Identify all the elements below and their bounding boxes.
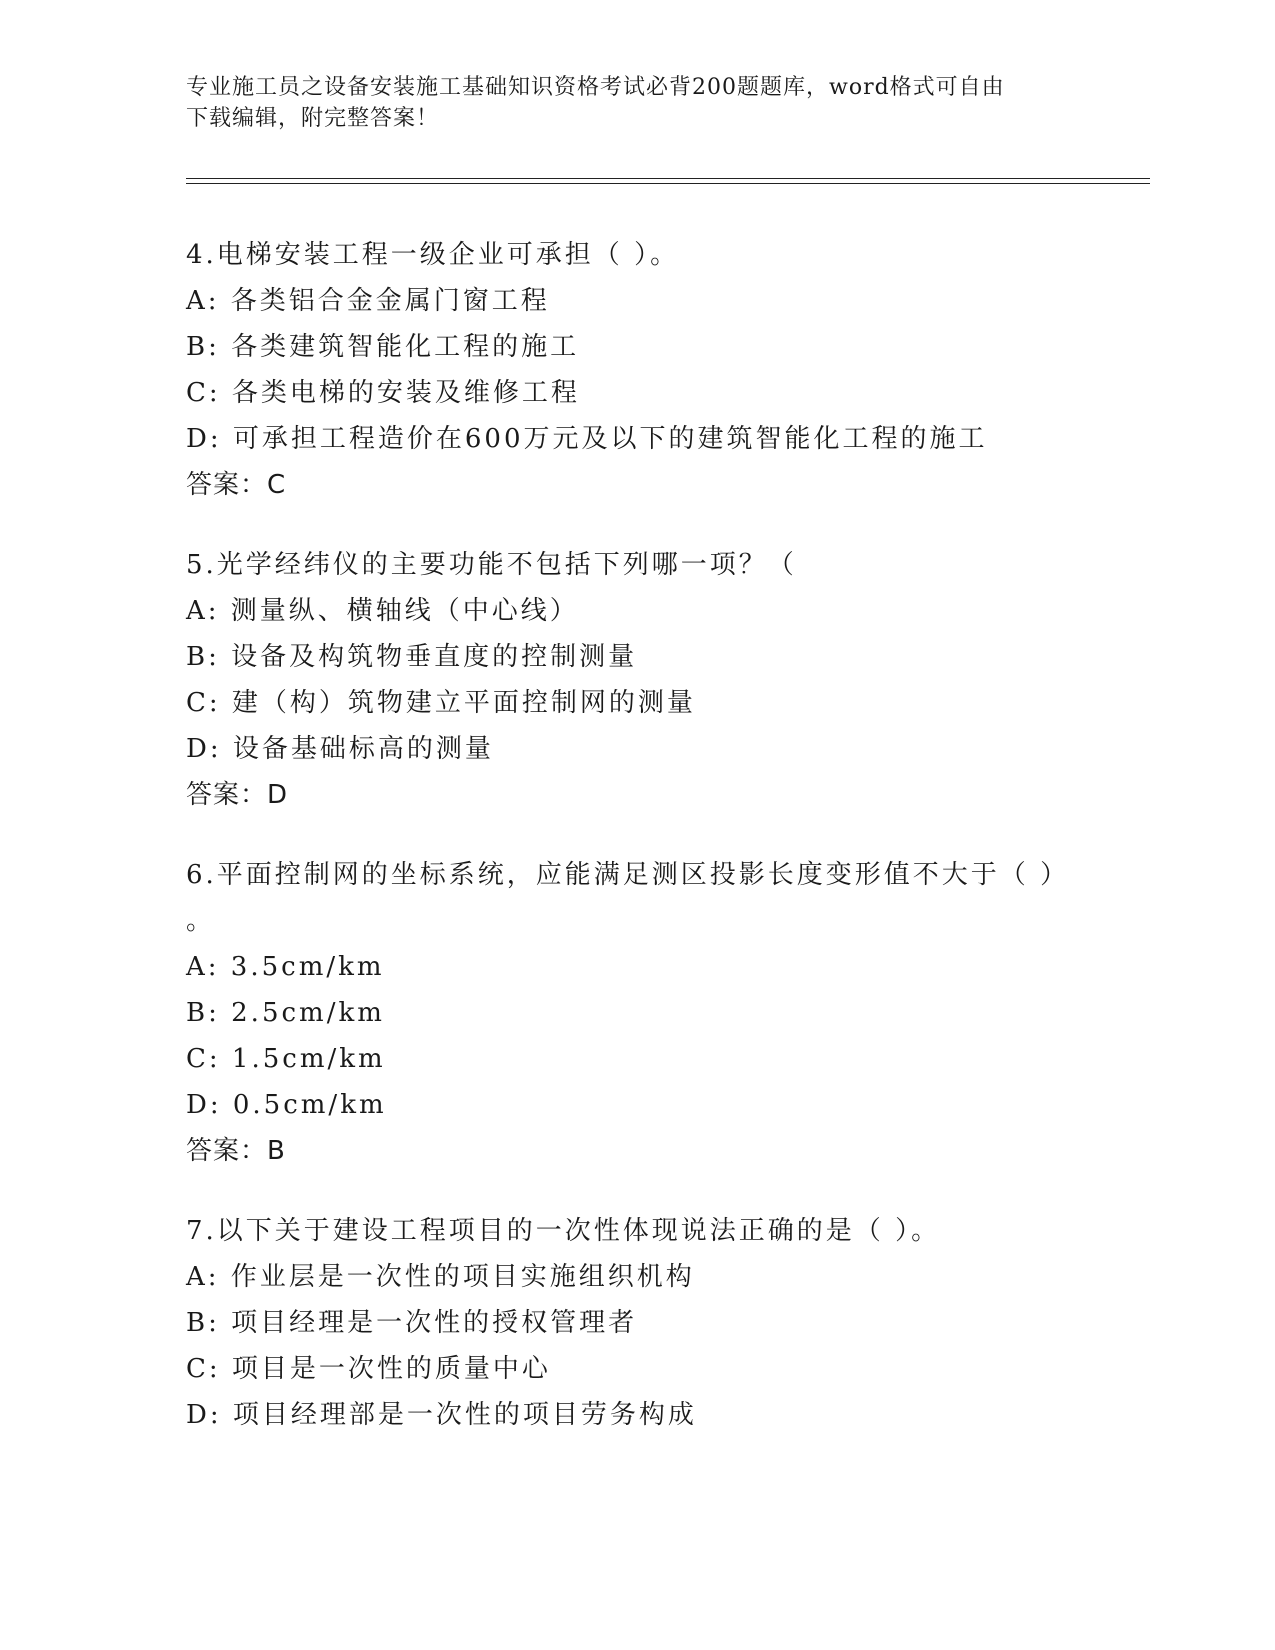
option-a: A: 3.5cm/km xyxy=(186,952,385,982)
question-7 xyxy=(186,1208,1146,1438)
header-title-line-1: 专业施工员之设备安装施工基础知识资格考试必背200题题库，word格式可自由 xyxy=(186,75,1005,100)
question-stem: 6.平面控制网的坐标系统，应能满足测区投影长度变形值不大于（ ） xyxy=(186,860,1070,890)
document-header xyxy=(186,72,1066,134)
option-d: D: 0.5cm/km xyxy=(186,1090,387,1120)
option-b: B: 项目经理是一次性的授权管理者 xyxy=(186,1308,638,1338)
question-stem: 7.以下关于建设工程项目的一次性体现说法正确的是（ ）。 xyxy=(186,1216,941,1246)
answer: 答案：B xyxy=(186,1136,286,1166)
question-stem: 4.电梯安装工程一级企业可承担（ ）。 xyxy=(186,240,680,270)
question-5 xyxy=(186,542,1146,818)
question-stem: 5.光学经纬仪的主要功能不包括下列哪一项？（ xyxy=(186,550,797,580)
header-rule-top xyxy=(186,178,1150,179)
header-rule-bottom xyxy=(186,183,1150,184)
option-c: C: 项目是一次性的质量中心 xyxy=(186,1354,551,1384)
question-list xyxy=(186,232,1146,1472)
option-d: D: 设备基础标高的测量 xyxy=(186,734,494,764)
option-c: C: 各类电梯的安装及维修工程 xyxy=(186,378,580,408)
header-title-line-2: 下载编辑，附完整答案！ xyxy=(186,106,440,131)
option-b: B: 2.5cm/km xyxy=(186,998,385,1028)
question-6 xyxy=(186,852,1146,1174)
option-a: A: 作业层是一次性的项目实施组织机构 xyxy=(186,1262,695,1292)
option-c: C: 建（构）筑物建立平面控制网的测量 xyxy=(186,688,696,718)
answer: 答案：C xyxy=(186,470,287,500)
option-d: D: 项目经理部是一次性的项目劳务构成 xyxy=(186,1400,697,1430)
question-4 xyxy=(186,232,1146,508)
question-stem-continuation: 。 xyxy=(186,906,216,936)
option-b: B: 设备及构筑物垂直度的控制测量 xyxy=(186,642,638,672)
option-c: C: 1.5cm/km xyxy=(186,1044,386,1074)
option-b: B: 各类建筑智能化工程的施工 xyxy=(186,332,580,362)
option-a: A: 测量纵、横轴线（中心线） xyxy=(186,596,579,626)
answer: 答案：D xyxy=(186,780,289,810)
option-a: A: 各类铝合金金属门窗工程 xyxy=(186,286,550,316)
option-d: D: 可承担工程造价在600万元及以下的建筑智能化工程的施工 xyxy=(186,424,988,454)
